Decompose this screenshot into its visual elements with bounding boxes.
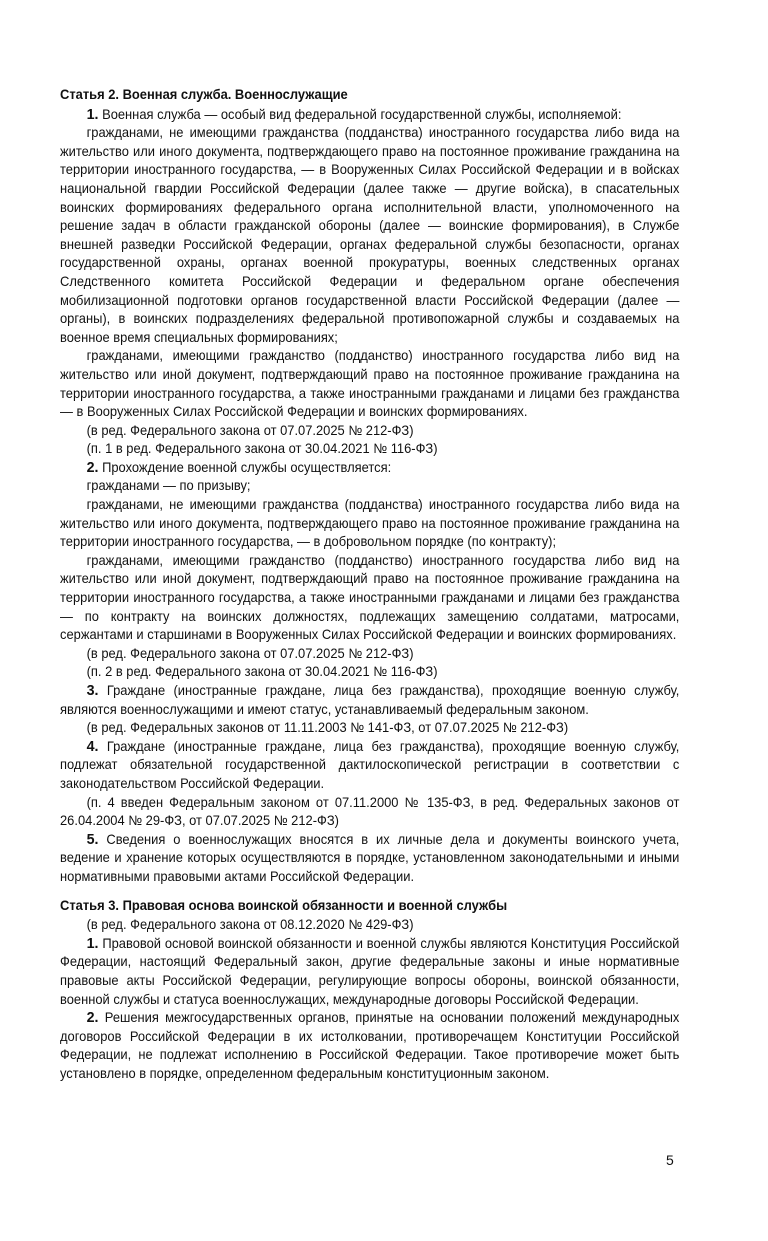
paragraph-text: Граждане (иностранные граждане, лица без гражданства), проходящие военную службу, являются военнослужащими и имеют статус, устанавливаемый федеральным законом.: [60, 683, 680, 717]
article-2-paragraph-4: [60, 738, 679, 794]
editorial-note: (в ред. Федерального закона от 07.07.2025 № 212-ФЗ): [86, 422, 414, 438]
editorial-note: (в ред. Федеральных законов от 11.11.2003 № 141-ФЗ, от 07.07.2025 № 212-ФЗ): [86, 720, 569, 736]
article-3-paragraph-2: [60, 1009, 679, 1083]
paragraph-number: 2.: [86, 458, 99, 476]
paragraph-number: 2.: [86, 1009, 99, 1027]
paragraph-text: Решения межгосударственных органов, принятые на основании положений международных договоров Российской Федерации в их истолковании, противоречащем Конституции Российской Федерации, не подлежат исполнению в Российской Федерации. Такое противоречие может быть установлено в порядке, определенном федеральным конституционным законом.: [60, 1010, 680, 1081]
paragraph-number: 4.: [86, 737, 99, 755]
paragraph-number: 3.: [86, 682, 99, 699]
document-page: [60, 86, 679, 1083]
article-2-paragraph-5: [60, 831, 679, 887]
editorial-note: (в ред. Федерального закона от 08.12.2020 № 429-ФЗ): [86, 917, 414, 933]
article-3-paragraph-1: [60, 935, 679, 1009]
article-2-paragraph-3: [60, 682, 679, 719]
article-3-heading: Статья 3. Правовая основа воинской обязанности и военной службы: [60, 897, 508, 913]
article-2-paragraph-2-intro: [60, 459, 679, 478]
paragraph-number: 1.: [86, 934, 99, 952]
article-2-paragraph-2-item-c: гражданами, имеющими гражданство (подданство) иностранного государства либо вид на жительство или иной документ, подтверждающий право на постоянное проживание гражданина на территории иностранного государства, а также иностранными гражданами и лицами без гражданства — по контракту на воинских должностях, подлежащих замещению солдатами, матросами, сержантами и старшинами в Вооруженных Силах Российской Федерации и воинских формированиях.: [60, 552, 680, 643]
article-2-paragraph-2-item-a: гражданами — по призыву;: [86, 478, 251, 494]
editorial-note: (п. 4 введен Федеральным законом от 07.11.2000 № 135-ФЗ, в ред. Федеральных законов от 26.04.2004 № 29-ФЗ, от 07.07.2025 № 212-ФЗ): [60, 794, 680, 829]
editorial-note: (п. 2 в ред. Федерального закона от 30.04.2021 № 116-ФЗ): [86, 664, 438, 680]
paragraph-number: 5.: [86, 830, 99, 848]
paragraph-text: Правовой основой воинской обязанности и военной службы являются Конституция Российской Федерации, настоящий Федеральный закон, другие федеральные законы и иные нормативные правовые акты Российской Федерации, регулирующие вопросы обороны, воинской обязанности, военной службы и статуса военнослужащих, международные договоры Российской Федерации.: [60, 935, 680, 1007]
article-2-heading: Статья 2. Военная служба. Военнослужащие: [60, 87, 348, 102]
editorial-note: (п. 1 в ред. Федерального закона от 30.04.2021 № 116-ФЗ): [86, 441, 438, 457]
article-2-paragraph-1-item-b: гражданами, имеющими гражданство (подданство) иностранного государства либо вид на жительство или иной документ, подтверждающий право на постоянное проживание гражданина на территории иностранного государства, а также иностранными гражданами и лицами без гражданства — в Вооруженных Силах Российской Федерации и воинских формированиях.: [60, 348, 680, 420]
paragraph-text: Прохождение военной службы осуществляется:: [98, 459, 392, 475]
article-2-paragraph-1-item-a: гражданами, не имеющими гражданства (подданства) иностранного государства либо вида на жительство или иного документа, подтверждающего право на постоянное проживание гражданина на территории иностранного государства, — в Вооруженных Силах Российской Федерации и в войсках национальной гвардии Российской Федерации (далее также — другие войска), в спасательных воинских формированиях федерального органа исполнительной власти, уполномоченного на решение задач в области гражданской обороны (далее — воинские формирования), в Службе внешней разведки Российской Федерации, органах федеральной службы безопасности, органах государственной охраны, органах военной прокуратуры, военных следственных органах Следственного комитета Российской Федерации и федеральном органе обеспечения мобилизационной подготовки органов государственной власти Российской Федерации (далее — органы), в воинских подразделениях федеральной противопожарной службы и создаваемых на военное время специальных формированиях;: [60, 125, 680, 345]
paragraph-text: Граждане (иностранные граждане, лица без гражданства), проходящие военную службу, подлежат обязательной государственной дактилоскопической регистрации в соответствии с законодательством Российской Федерации.: [60, 738, 680, 791]
editorial-note: (в ред. Федерального закона от 07.07.2025 № 212-ФЗ): [86, 645, 414, 661]
page-number: 5: [666, 1152, 674, 1168]
article-2-paragraph-1-intro: [60, 106, 679, 125]
paragraph-text: Военная служба — особый вид федеральной государственной службы, исполняемой:: [98, 106, 622, 122]
article-2-paragraph-2-item-b: гражданами, не имеющими гражданства (подданства) иностранного государства либо вида на жительство или иного документа, подтверждающего право на постоянное проживание гражданина на территории иностранного государства, — в добровольном порядке (по контракту);: [60, 497, 680, 550]
paragraph-text: Сведения о военнослужащих вносятся в их личные дела и документы воинского учета, ведение и хранение которых осуществляются в порядке, установленном законодательными и иными нормативными правовыми актами Российской Федерации.: [60, 831, 680, 884]
paragraph-number: 1.: [86, 105, 99, 123]
